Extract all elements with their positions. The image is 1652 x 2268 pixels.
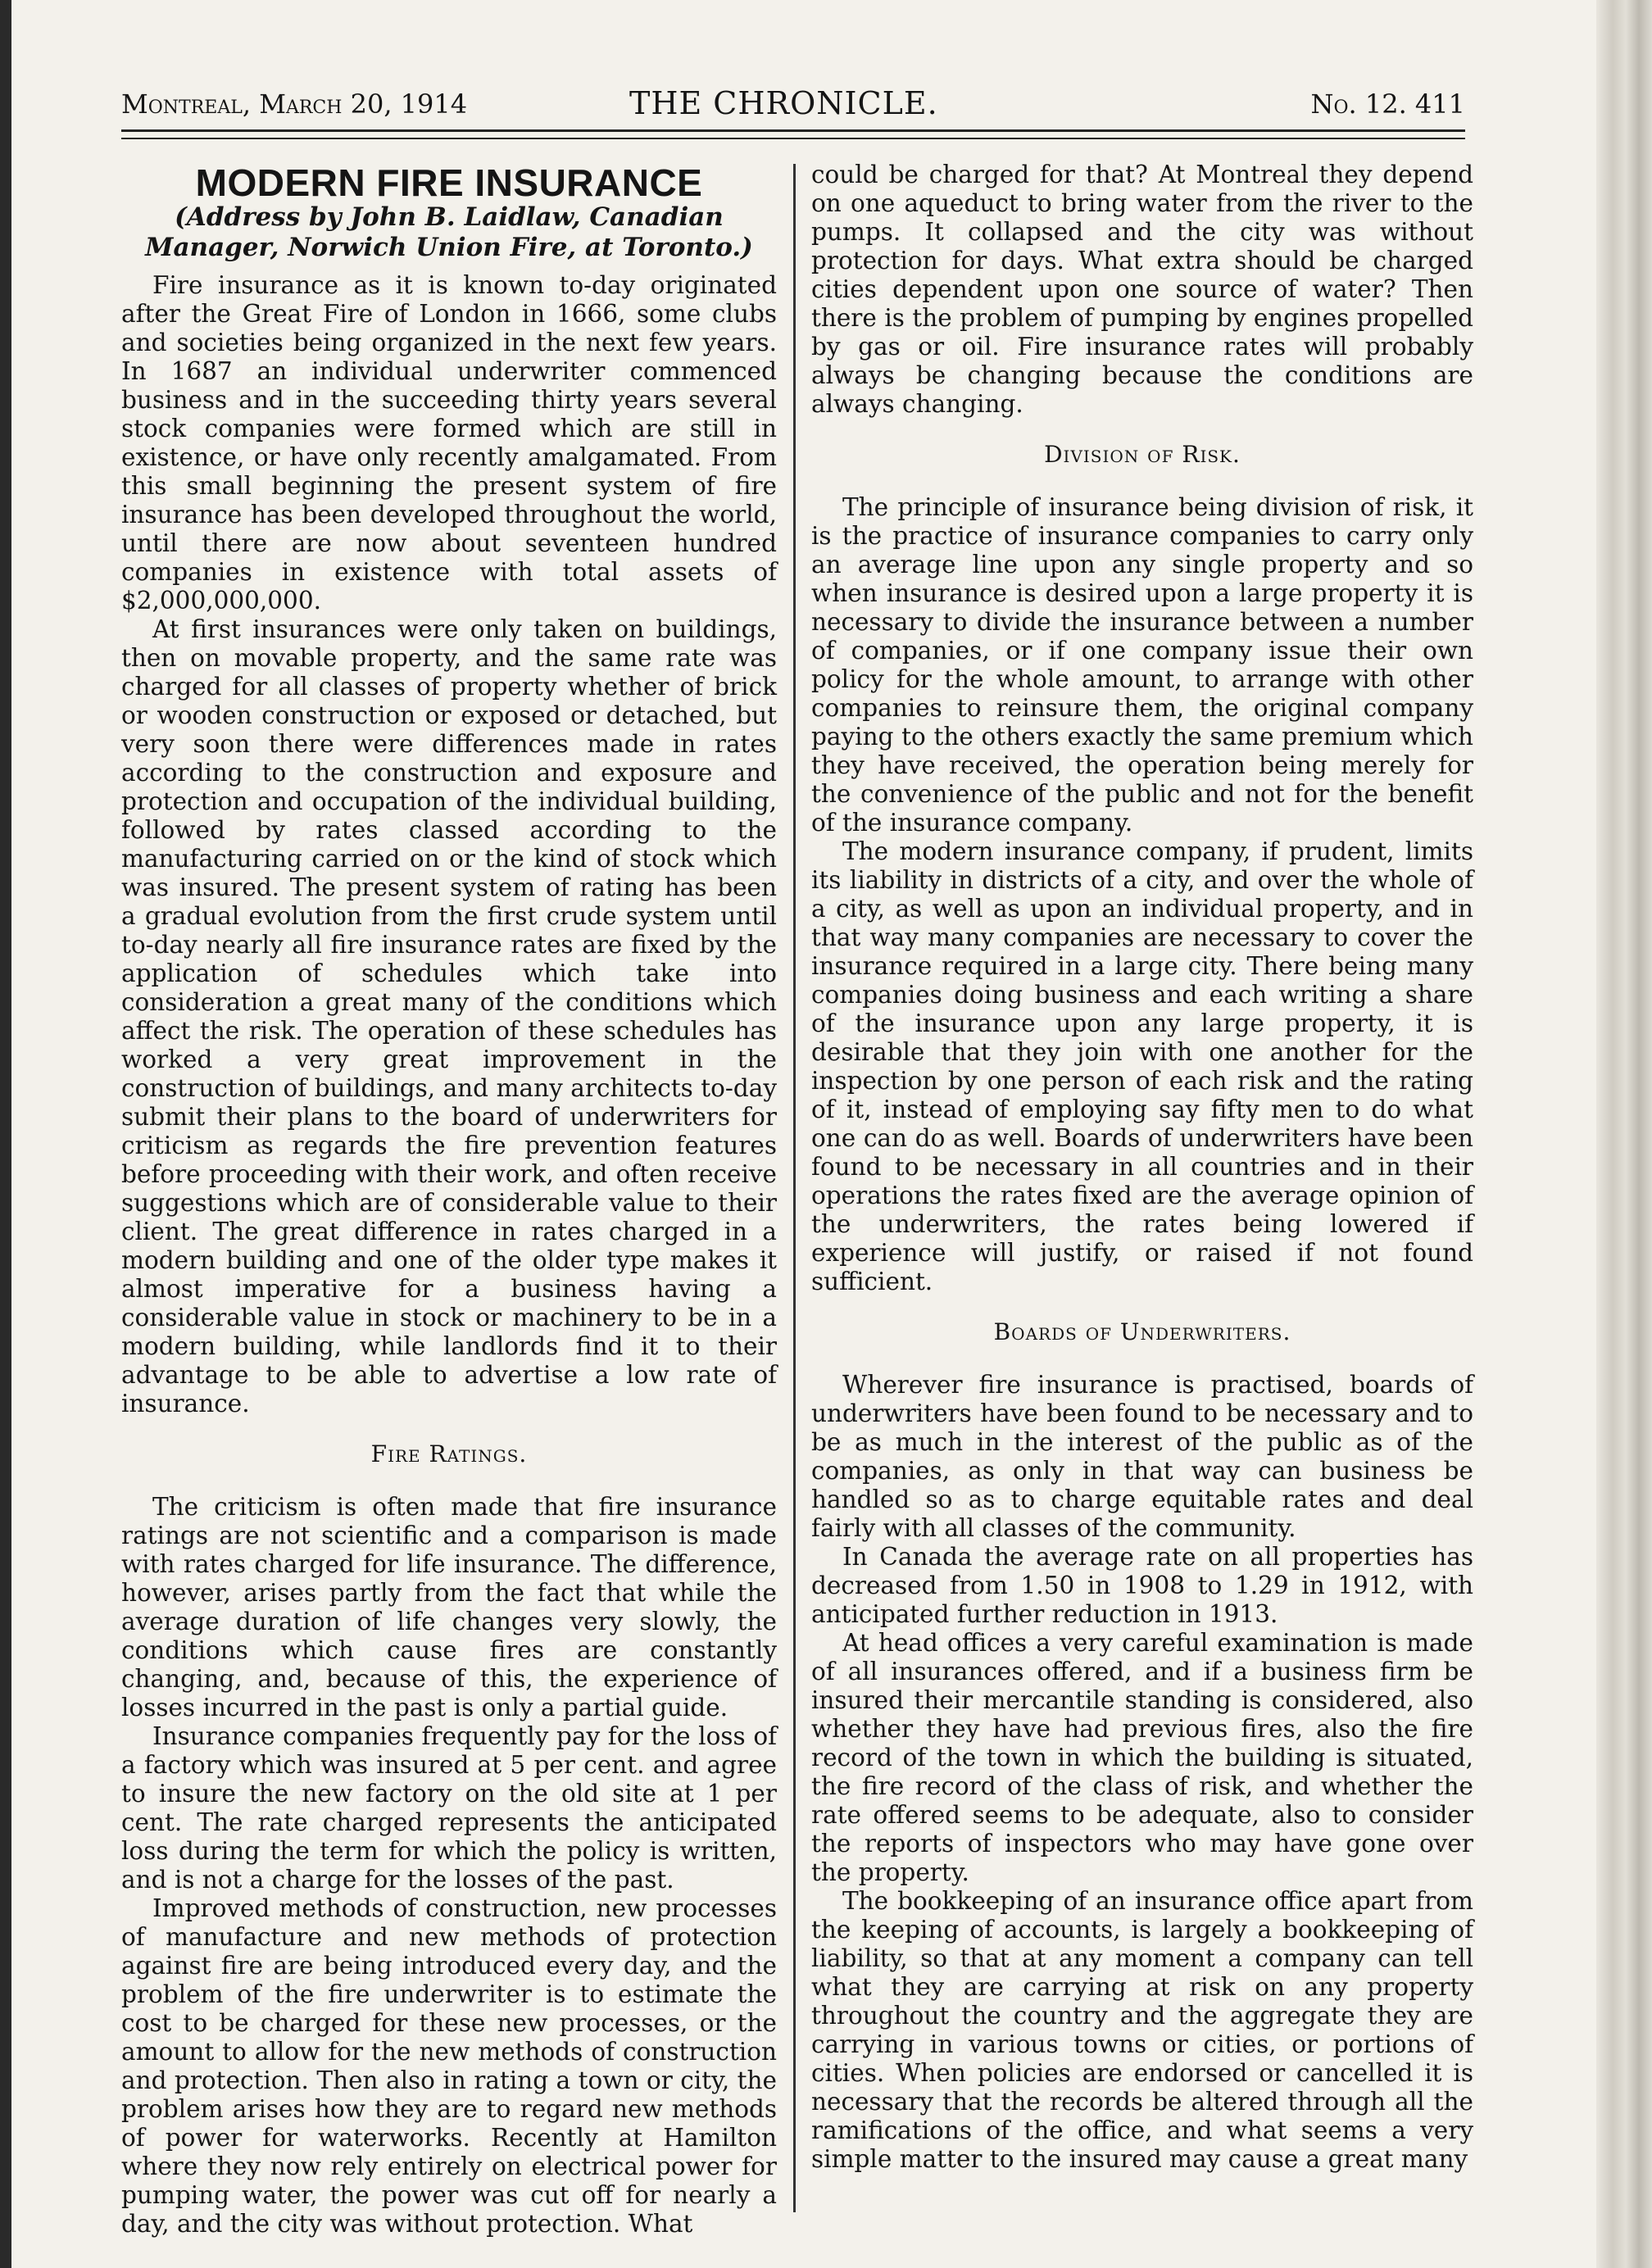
paragraph: At head offices a very careful examination is made of all insurances offered, and if a business firm be insured their mercantile standing is considered, also whether they have had previous fires, also the fire record of the town in which the building is situated, the fire record of the class of risk, and whether the rate offered seems to be adequate, also to consider the reports of inspectors who may have gone over the property. bbox=[811, 1629, 1473, 1886]
header-double-rule bbox=[121, 129, 1465, 139]
paragraph: The modern insurance company, if prudent, limits its liability in districts of a city, and over the whole of a city, as well as upon an individual property, and in that way many companies are necessary to cover the insurance required in a large city. There being many companies doing business and each writing a share of the insurance upon any large property, it is desirable that they join with one another for the inspection by one person of each risk and the rating of it, instead of employing say fifty men to do what one can do as well. Boards of underwriters have been found to be necessary in all countries and in their operations the rates fixed are the average opinion of the underwriters, the rates being lowered if experience will justify, or raised if not found sufficient. bbox=[811, 837, 1473, 1295]
paragraph: Fire insurance as it is known to-day originated after the Great Fire of London in 1666, some clubs and societies being organized in the next few years. In 1687 an individual underwriter commenced business and in the succeeding thirty years several stock companies were formed which are still in existence, or have only recently amalgamated. From this small beginning the present system of fire insurance has been developed throughout the world, until there are now about seventeen hundred companies in existence with total assets of $2,000,000,000. bbox=[121, 271, 777, 615]
column-divider bbox=[793, 164, 796, 2212]
paragraph: The principle of insurance being division of risk, it is the practice of insurance companies to carry only an average line upon any single property and so when insurance is desired upon a large property it is necessary to divide the insurance between a number of companies, or if one company issue their own policy for the whole amount, to arrange with other companies to reinsure them, the original company paying to the others exactly the same premium which they have received, the operation being merely for the convenience of the public and not for the benefit of the insurance company. bbox=[811, 493, 1473, 837]
scan-edge-left bbox=[0, 0, 11, 2268]
paragraph-continued: Improved methods of construction, new processes of manufacture and new methods of protection against fire are being introduced every day, and the problem of the fire underwriter is to estimate the cost to be charged for these new processes, or the amount to allow for the new methods of construction and protection. Then also in rating a town or city, the problem arises how they are to regard new methods of power for waterworks. Recently at Hamilton where they now rely entirely on electrical power for pumping water, the power was cut off for nearly a day, and the city was without protection. What bbox=[121, 1894, 777, 2238]
paragraph-continuation: could be charged for that? At Montreal they depend on one aqueduct to bring water from the river to the pumps. It collapsed and the city was without protection for days. What extra should be charged cities dependent upon one source of water? Then there is the problem of pumping by engines propelled by gas or oil. Fire insurance rates will probably always be changing because the conditions are always changing. bbox=[811, 161, 1473, 418]
paragraph: The bookkeeping of an insurance office apart from the keeping of accounts, is largely a bookkeeping of liability, so that at any moment a company can tell what they are carrying at risk on any property throughout the country and the aggregate they are carrying in various towns or cities, or portions of cities. When policies are endorsed or cancelled it is necessary that the records be altered through all the ramifications of the office, and what seems a very simple matter to the insured may cause a great many bbox=[811, 1887, 1473, 2173]
article-title: MODERN FIRE INSURANCE bbox=[195, 161, 703, 204]
paragraph: Wherever fire insurance is practised, boards of underwriters have been found to be necessary and to be as much in the interest of the public as of the companies, as only in that way can business be handled so as to charge equitable rates and deal fairly with all classes of the community. bbox=[811, 1371, 1473, 1542]
section-heading-fire-ratings: Fire Ratings. bbox=[370, 1440, 528, 1467]
paragraph: The criticism is often made that fire insurance ratings are not scientific and a comparison is made with rates charged for life insurance. The difference, however, arises partly from the fact that while the average duration of life changes very slowly, the conditions which cause fires are constantly changing, and, because of this, the experience of losses incurred in the past is only a partial guide. bbox=[121, 1493, 777, 1721]
article-byline: (Address by John B. Laidlaw, Canadian Manager, Norwich Union Fire, at Toronto.) bbox=[145, 202, 753, 262]
section-heading-boards-of-underwriters: Boards of Underwriters. bbox=[993, 1318, 1291, 1345]
page-header bbox=[121, 82, 1465, 131]
dateline: Montreal, March 20, 1914 bbox=[121, 88, 468, 120]
journal-title: THE CHRONICLE. bbox=[629, 85, 938, 121]
paragraph: In Canada the average rate on all properties has decreased from 1.50 in 1908 to 1.29 in 1912, with anticipated further reduction in 1913. bbox=[811, 1543, 1473, 1628]
left-column bbox=[121, 161, 777, 2239]
book-page-edges bbox=[1596, 0, 1652, 2268]
issue-page-number: No. 12. 411 bbox=[1310, 88, 1465, 120]
section-heading-division-of-risk: Division of Risk. bbox=[1044, 441, 1241, 468]
right-column bbox=[811, 161, 1473, 2174]
paragraph: At first insurances were only taken on buildings, then on movable property, and the same rate was charged for all classes of property whether of brick or wooden construction or exposed or detached, but very soon there were differences made in rates according to the construction and exposure and protection and occupation of the individual building, followed by rates classed according to the manufacturing carried on or the kind of stock which was insured. The present system of rating has been a gradual evolution from the first crude system until to-day nearly all fire insurance rates are fixed by the application of schedules which take into consideration a great many of the conditions which affect the risk. The operation of these schedules has worked a very great improvement in the construction of buildings, and many architects to-day submit their plans to the board of underwriters for criticism as regards the fire prevention features before proceeding with their work, and often receive suggestions which are of considerable value to their client. The great difference in rates charged in a modern building and one of the older type makes it almost imperative for a business having a considerable value in stock or machinery to be in a modern building, while landlords find it to their advantage to be able to advertise a low rate of insurance. bbox=[121, 615, 777, 1418]
paragraph: Insurance companies frequently pay for the loss of a factory which was insured at 5 per cent. and agree to insure the new factory on the old site at 1 per cent. The rate charged represents the anticipated loss during the term for which the policy is written, and is not a charge for the losses of the past. bbox=[121, 1722, 777, 1894]
